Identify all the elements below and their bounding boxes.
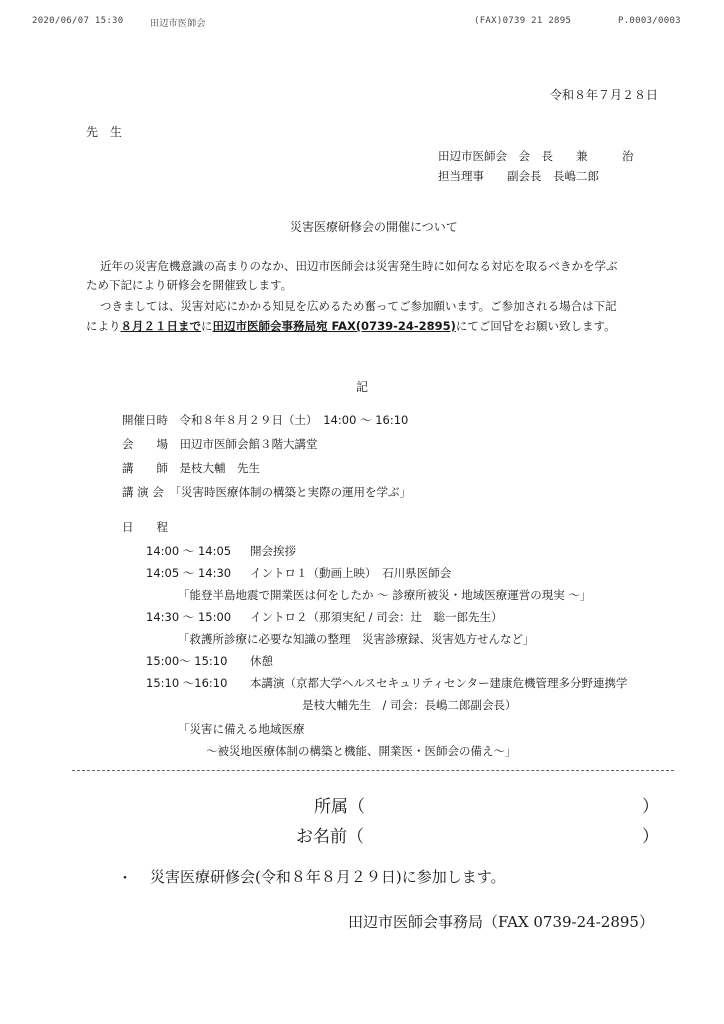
affiliation-label: 所属（ (314, 797, 365, 817)
fax-destination-text: 田辺市医師会事務局宛 FAX(0739-24-2895) (212, 319, 456, 333)
body-paragraph-2a: つきましては、災害対応にかかる知見を広めるため奮ってご参加願います。ご参加される場合は下記 (100, 299, 617, 313)
detail-lecturer (122, 460, 260, 476)
sender-line-1: 田辺市医師会 会 長 兼 治 (438, 149, 634, 163)
fax-sender: 田辺市医師会 (150, 19, 206, 29)
deadline-text: ８月２１日まで (120, 319, 201, 333)
schedule-label: 日 程 (122, 520, 168, 534)
schedule-text: イントロ２（那須実紀 / 司会：辻 聡一郎先生） (250, 610, 503, 624)
detail-value: 「災害時医療体制の構築と実際の運用を学ぶ」 (175, 485, 412, 499)
detail-datetime (122, 412, 408, 428)
schedule-text: 「救護所診療に必要な知識の整理 災害診療録、災害処方せんなど」 (178, 632, 535, 646)
body-text: により (86, 319, 121, 333)
schedule-text: 「能登半島地震で開業医は何をしたか ～ 診療所被災・地域医療運営の現実 ～」 (178, 588, 592, 602)
detail-value: 令和８年８月２９日（土） 14:00 ～ 16:10 (179, 413, 409, 427)
name-close: ） (642, 827, 659, 847)
name-label: お名前（ (296, 827, 364, 847)
dashed-divider (72, 770, 674, 771)
schedule-text: 是枝大輔先生 / 司会：長嶋二郎副会長） (302, 698, 517, 712)
schedule-time: 15:00～ 15:10 (146, 654, 228, 668)
schedule-time: 14:00 ～ 14:05 (146, 544, 232, 558)
page-title: 災害医療研修会の開催について (290, 220, 458, 234)
schedule-text: 開会挨拶 (250, 544, 296, 558)
detail-label: 会 場 (122, 437, 168, 451)
letter-date: 令和８年７月２８日 (549, 88, 658, 102)
addressee: 先 生 (86, 125, 123, 139)
sender-line-2: 担当理事 副会長 長嶋二郎 (438, 169, 599, 183)
detail-lecture (122, 484, 411, 500)
schedule-text: 休憩 (250, 654, 273, 668)
ki-heading: 記 (356, 380, 369, 394)
affiliation-close: ） (642, 797, 659, 817)
body-paragraph-2b (86, 318, 616, 334)
schedule-time: 14:05 ～ 14:30 (146, 566, 232, 580)
fax-timestamp: 2020/06/07 15:30 (32, 16, 124, 26)
schedule-text: 本講演（京都大学ヘルスセキュリティセンター建康危機管理多分野連携学 (250, 676, 628, 690)
detail-label: 講 師 (122, 461, 168, 475)
fax-page: P.0003/0003 (618, 16, 681, 26)
schedule-time: 14:30 ～ 15:00 (146, 610, 232, 624)
bullet-point: ・ (118, 871, 132, 887)
detail-venue (122, 436, 318, 452)
body-text: にてご回답をお願い致します。 (455, 319, 616, 333)
office-footer: 田辺市医師会事務局（FAX 0739-24-2895） (348, 913, 654, 931)
schedule-text: イントロ１（動画上映） 石川県医師会 (250, 566, 452, 580)
fax-number: (FAX)0739 21 2895 (474, 16, 572, 26)
schedule-time: 15:10 ～16:10 (146, 676, 228, 690)
detail-label: 開催日時 (122, 413, 168, 427)
detail-label: 講 演 会 (122, 485, 164, 499)
body-text: に (201, 319, 213, 333)
detail-value: 田辺市医師会館３階大講堂 (179, 437, 318, 451)
body-paragraph-1b: ため下記により研修会を開催致します。 (86, 278, 293, 292)
detail-value: 是枝大輔 先生 (179, 461, 260, 475)
body-paragraph-1a: 近年の災害危機意識の高まりのなか、田辺市医師会は災害発生時に如何なる対応を取るべきかを学ぶ (100, 259, 618, 273)
participation-statement: 災害医療研修会(令和８年８月２９日)に参加します。 (150, 868, 506, 886)
schedule-text: 「災害に備える地域医療 (178, 722, 305, 736)
schedule-text: ～被災地医療体制の構築と機能、開業医・医師会の備え～」 (206, 744, 517, 758)
